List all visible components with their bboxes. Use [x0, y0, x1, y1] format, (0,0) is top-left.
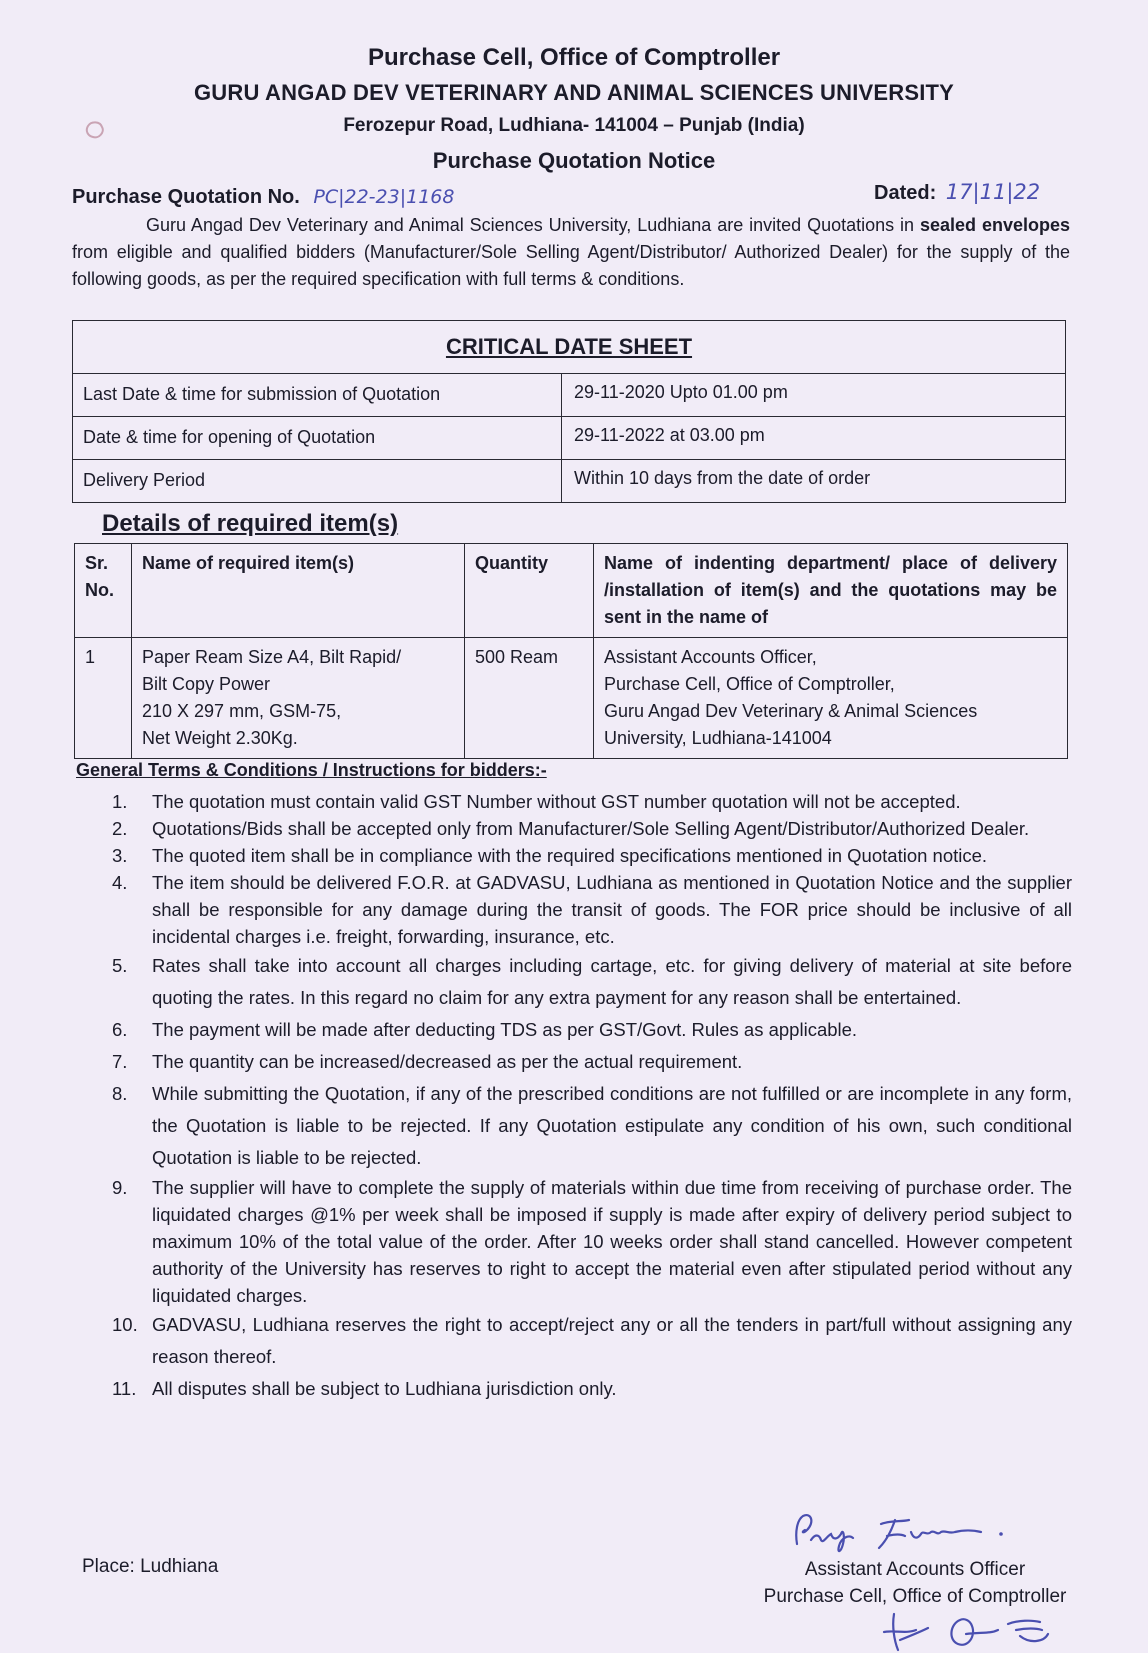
table-row: [73, 374, 1066, 417]
item-name-line: Paper Ream Size A4, Bilt Rapid/: [142, 647, 402, 667]
list-item-number: 6.: [112, 1019, 128, 1040]
table-row: [73, 417, 1066, 460]
quotation-date-value: 17|11|22: [945, 180, 1041, 204]
items-table: [74, 543, 1068, 759]
table-row: [75, 638, 1068, 759]
col-header-qty: Quantity: [465, 544, 594, 638]
col-header-dept: Name of indenting department/ place of delivery /installation of item(s) and the quotations may be sent in the name of: [594, 544, 1068, 638]
terms-title: General Terms & Conditions / Instructions for bidders:-: [76, 760, 547, 780]
header-office: Purchase Cell, Office of Comptroller: [367, 44, 781, 71]
cds-label: Date & time for opening of Quotation: [73, 417, 562, 460]
col-header-sr: Sr. No.: [75, 544, 132, 638]
list-item-text: The quantity can be increased/decreased as per the actual requirement.: [152, 1051, 743, 1072]
list-item-number: 5.: [112, 955, 128, 976]
header-university: GURU ANGAD DEV VETERINARY AND ANIMAL SCIENCES UNIVERSITY: [193, 80, 955, 105]
table-row: [73, 460, 1066, 503]
item-name-line: 210 X 297 mm, GSM-75,: [142, 701, 342, 721]
quotation-number-label: Purchase Quotation No.: [72, 186, 300, 208]
list-item-number: 11.: [112, 1378, 137, 1399]
handwritten-initials: [880, 1610, 1070, 1652]
terms-list: [112, 788, 1072, 1405]
cell-sr: 1: [75, 638, 132, 759]
quotation-date: [874, 180, 1040, 205]
intro-bold-text: sealed envelopes: [919, 215, 1070, 235]
place-label: Place: Ludhiana: [82, 1556, 219, 1577]
list-item-text: The quoted item shall be in compliance with the required specifications mentioned in Quotation notice.: [152, 845, 988, 866]
list-item-number: 3.: [112, 845, 128, 866]
list-item: [112, 1078, 1072, 1174]
list-item-text: Rates shall take into account all charges including cartage, etc. for giving delivery of material at site before quoting the rates. In this regard no claim for any extra payment for any reason shall be entertained.: [152, 955, 1072, 1008]
cds-value: 29-11-2022 at 03.00 pm: [562, 417, 1066, 460]
item-name-line: Bilt Copy Power: [142, 674, 271, 694]
dept-line: Assistant Accounts Officer,: [604, 647, 817, 667]
list-item: [112, 1373, 1072, 1405]
intro-text-1: Guru Angad Dev Veterinary and Animal Sciences University, Ludhiana are invited Quotations in: [146, 215, 915, 235]
handwritten-signature: [745, 1510, 1085, 1556]
list-item-number: 4.: [112, 872, 128, 893]
list-item: [112, 1174, 1072, 1309]
list-item-text: Quotations/Bids shall be accepted only from Manufacturer/Sole Selling Agent/Distributor/Authorized Dealer.: [152, 818, 1030, 839]
list-item: [112, 1046, 1072, 1078]
item-name-line: Net Weight 2.30Kg.: [142, 728, 298, 748]
cell-department: [594, 638, 1068, 759]
signature-block: [745, 1510, 1085, 1610]
list-item-text: The supplier will have to complete the supply of materials within due time from receiving of purchase order. The liquidated charges @1% per week shall be imposed if supply is made after expiry of delivery period subject to maximum 10% of the total value of the order. After 10 weeks order shall stand cancelled. However competent authority of the University has reserves to right to accept the material even after stipulated period without any liquidated charges.: [152, 1177, 1072, 1306]
list-item-number: 10.: [112, 1314, 138, 1335]
list-item: [112, 950, 1072, 1014]
list-item-text: While submitting the Quotation, if any of the prescribed conditions are not fulfilled or are incomplete in any form, the Quotation is liable to be rejected. If any Quotation estipulate any condition of his own, such conditional Quotation is liable to be rejected.: [152, 1083, 1072, 1168]
list-item-text: The item should be delivered F.O.R. at GADVASU, Ludhiana as mentioned in Quotation Notice and the supplier shall be responsible for any damage during the transit of goods. The FOR price should be inclusive of all incidental charges i.e. freight, forwarding, insurance, etc.: [152, 872, 1072, 947]
list-item-number: 7.: [112, 1051, 128, 1072]
list-item-text: GADVASU, Ludhiana reserves the right to accept/reject any or all the tenders in part/full without assigning any reason thereof.: [152, 1314, 1072, 1367]
list-item: [112, 788, 1072, 815]
quotation-number: [72, 186, 454, 209]
quotation-number-value: PC|22-23|1168: [313, 186, 455, 208]
list-item-number: 1.: [112, 791, 128, 812]
list-item: [112, 842, 1072, 869]
items-header-row: [75, 544, 1068, 638]
header-notice-title: Purchase Quotation Notice: [432, 148, 716, 173]
cell-quantity: 500 Ream: [465, 638, 594, 759]
dept-line: University, Ludhiana-141004: [604, 728, 832, 748]
list-item-text: All disputes shall be subject to Ludhiana jurisdiction only.: [152, 1378, 617, 1399]
cds-value: Within 10 days from the date of order: [562, 460, 1066, 503]
list-item-number: 8.: [112, 1083, 128, 1104]
col-header-name: Name of required item(s): [132, 544, 465, 638]
list-item-number: 9.: [112, 1177, 128, 1198]
cds-value: 29-11-2020 Upto 01.00 pm: [562, 374, 1066, 417]
items-section-title: Details of required item(s): [102, 510, 399, 537]
dept-line: Guru Angad Dev Veterinary & Animal Sciences: [604, 701, 978, 721]
cds-label: Last Date & time for submission of Quotation: [73, 374, 562, 417]
cell-item-name: [132, 638, 465, 759]
list-item-text: The payment will be made after deducting TDS as per GST/Govt. Rules as applicable.: [152, 1019, 858, 1040]
cds-label: Delivery Period: [73, 460, 562, 503]
critical-date-sheet-caption-row: [73, 321, 1066, 374]
critical-date-sheet-title: CRITICAL DATE SHEET: [73, 321, 1066, 374]
header-address: Ferozepur Road, Ludhiana- 141004 – Punjab (India): [343, 115, 805, 136]
intro-text-2: from eligible and qualified bidders (Manufacturer/Sole Selling Agent/Distributor/ Authorized Dealer) for the supply of the following goods, as per the required specification with full terms & conditions.: [72, 242, 1070, 289]
list-item: [112, 1014, 1072, 1046]
list-item: [112, 869, 1072, 950]
critical-date-sheet-table: [72, 320, 1066, 503]
signatory-office: Purchase Cell, Office of Comptroller: [763, 1586, 1067, 1607]
quotation-date-label: Dated:: [874, 182, 937, 204]
signatory-title: Assistant Accounts Officer: [804, 1559, 1026, 1580]
intro-paragraph: [72, 212, 1070, 293]
list-item-text: The quotation must contain valid GST Number without GST number quotation will not be accepted.: [152, 791, 961, 812]
list-item: [112, 1309, 1072, 1373]
list-item-number: 2.: [112, 818, 128, 839]
dept-line: Purchase Cell, Office of Comptroller,: [604, 674, 895, 694]
list-item: [112, 815, 1072, 842]
